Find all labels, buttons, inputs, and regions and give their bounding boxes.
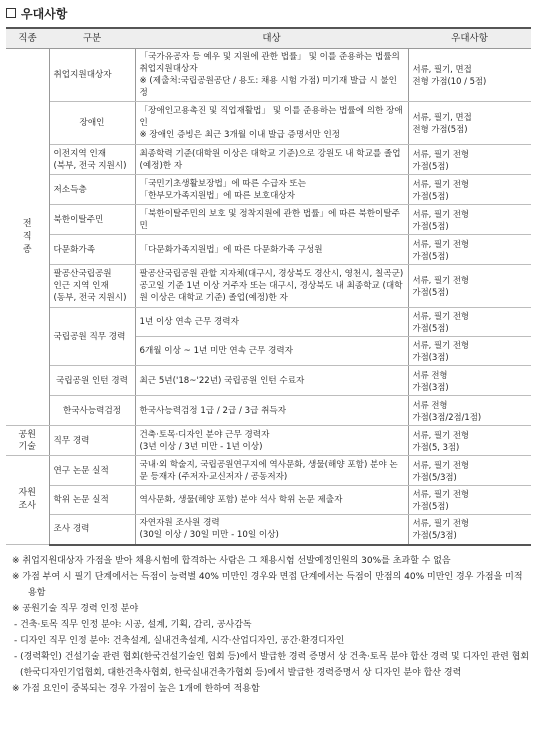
woodae-cell: 서류 전형 가점(3점)	[408, 366, 531, 396]
header-daesang: 대상	[135, 28, 408, 49]
daesang-cell: 1년 이상 연속 근무 경력자	[135, 308, 408, 337]
woodae-cell: 서류, 필기 전형 가점(3점)	[408, 337, 531, 366]
table-row	[6, 102, 531, 145]
table-row	[6, 366, 531, 396]
woodae-cell: 서류, 필기 전형 가점(5, 3점)	[408, 426, 531, 456]
gubun-cell: 학위 논문 실적	[49, 486, 135, 515]
group-gongwon: 공원 기술	[6, 426, 49, 456]
section-title	[6, 4, 67, 22]
woodae-cell: 서류, 필기 전형 가점(5점)	[408, 235, 531, 265]
gubun-cell: 연구 논문 실적	[49, 456, 135, 486]
note-item: ※ 가점 요인이 중복되는 경우 가점이 높은 1개에 한하여 적용함	[12, 684, 260, 694]
notes	[6, 553, 531, 697]
header-jongjong: 직종	[6, 28, 49, 49]
group-jawon: 자원 조사	[6, 456, 49, 545]
note-item: ※ 공원기술 직무 경력 인정 분야	[12, 604, 139, 614]
gubun-cell: 팔공산국립공원 인근 지역 인재 (동부, 전국 지원시)	[49, 265, 135, 308]
daesang-cell: 「북한이탈주민의 보호 및 정착지원에 관한 법률」에 따른 북한이탈주민	[135, 205, 408, 235]
gubun-cell: 한국사능력검정	[49, 396, 135, 426]
note-subitem: - 디자인 직무 인정 분야: 건축설계, 실내건축설계, 시각·산업디자인, 공간·환경디자인	[14, 636, 345, 646]
daesang-cell: 국내·외 학술지, 국립공원연구지에 역사문화, 생물(해양 포함) 분야 논문 등재자 (주저자·교신저자 / 공동저자)	[135, 456, 408, 486]
table-row	[6, 396, 531, 426]
table-row	[6, 49, 531, 102]
woodae-cell: 서류, 필기 전형 가점(5/3점)	[408, 515, 531, 545]
header-woodae: 우대사항	[408, 28, 531, 49]
gubun-cell: 조사 경력	[49, 515, 135, 545]
preference-table	[6, 27, 531, 546]
table-header-row	[6, 28, 531, 49]
daesang-cell: 「국민기초생활보장법」에 따른 수급자 또는 「한부모가족지원법」에 따른 보호대상자	[135, 175, 408, 205]
table-row	[6, 426, 531, 456]
table-row	[6, 515, 531, 545]
daesang-cell: 건축·토목·디자인 분야 근무 경력자 (3년 이상 / 3년 미만 - 1년 이상)	[135, 426, 408, 456]
note-item: ※ 취업지원대상자 가점을 받아 채용시험에 합격하는 사람은 그 채용시험 선발예정인원의 30%를 초과할 수 없음	[12, 556, 451, 566]
gubun-cell: 저소득층	[49, 175, 135, 205]
gubun-cell: 이전지역 인재 (북부, 전국 지원시)	[49, 145, 135, 175]
daesang-cell: 6개월 이상 ~ 1년 미만 연속 근무 경력자	[135, 337, 408, 366]
checkbox-icon	[6, 8, 16, 18]
gubun-cell: 국립공원 직무 경력	[49, 308, 135, 366]
daesang-cell: 최근 5년('18~'22년) 국립공원 인턴 수료자	[135, 366, 408, 396]
gubun-cell: 장애인	[49, 102, 135, 145]
woodae-cell: 서류, 필기 전형 가점(5점)	[408, 175, 531, 205]
gubun-cell: 북한이탈주민	[49, 205, 135, 235]
daesang-cell: 「국가유공자 등 예우 및 지원에 관한 법률」 및 이를 준용하는 법률의 취업지원대상자 ※ (제출처:국립공원공단 / 용도: 채용 시험 가점) 미기재 발급 시 불인정	[135, 49, 408, 102]
daesang-cell: 「다문화가족지원법」에 따른 다문화가족 구성원	[135, 235, 408, 265]
table-row	[6, 175, 531, 205]
note-subitem: - (경력확인) 건설기술 관련 협회(한국건설기술인 협회 등)에서 발급한 경력 증명서 상 건축·토목 분야 합산 경력 및 디자인 관련 협회(한국디자인기업협회, 대한건축사협회, 한국실내건축가협회 등)에서 발급한 경력증명서 상 디자인 분야 합산 경력	[14, 652, 530, 678]
woodae-cell: 서류, 필기 전형 가점(5점)	[408, 308, 531, 337]
table-row	[6, 486, 531, 515]
woodae-cell: 서류, 필기, 면접 전형 가점(5점)	[408, 102, 531, 145]
note-item: ※ 가점 부여 시 필기 단계에서는 득점이 능력별 40% 미만인 경우와 면접 단계에서는 득점이 만점의 40% 미만인 경우 가점을 미적용함	[12, 572, 523, 598]
group-jeonjikjong: 전 직 종	[6, 49, 49, 426]
table-row	[6, 308, 531, 337]
woodae-cell: 서류, 필기 전형 가점(5/3점)	[408, 456, 531, 486]
woodae-cell: 서류, 필기, 면접 전형 가점(10 / 5점)	[408, 49, 531, 102]
table-row	[6, 456, 531, 486]
woodae-cell: 서류, 필기 전형 가점(5점)	[408, 486, 531, 515]
gubun-cell: 다문화가족	[49, 235, 135, 265]
gubun-cell: 직무 경력	[49, 426, 135, 456]
daesang-cell: 팔공산국립공원 관할 지자체(대구시, 경상북도 경산시, 영천시, 칠곡군) 공고일 기준 1년 이상 거주자 또는 대구시, 경상북도 내 최종학교 (대학원 이상은 대학교 기준) 졸업(예정)한 자	[135, 265, 408, 308]
table-row	[6, 235, 531, 265]
gubun-cell: 국립공원 인턴 경력	[49, 366, 135, 396]
section-title-text: 우대사항	[21, 6, 68, 21]
daesang-cell: 자연자원 조사원 경력 (30일 이상 / 30일 미만 - 10일 이상)	[135, 515, 408, 545]
daesang-cell: 「장애인고용촉진 및 직업재활법」 및 이를 준용하는 법률에 의한 장애인 ※ 장애인 증빙은 최근 3개월 이내 발급 증명서만 인정	[135, 102, 408, 145]
table-row	[6, 145, 531, 175]
woodae-cell: 서류, 필기 전형 가점(5점)	[408, 145, 531, 175]
table-row	[6, 205, 531, 235]
woodae-cell: 서류 전형 가점(3점/2점/1점)	[408, 396, 531, 426]
daesang-cell: 최종학력 기준(대학원 이상은 대학교 기준)으로 강원도 내 학교를 졸업(예정)한 자	[135, 145, 408, 175]
header-gubun: 구분	[49, 28, 135, 49]
gubun-cell: 취업지원대상자	[49, 49, 135, 102]
table-row	[6, 265, 531, 308]
woodae-cell: 서류, 필기 전형 가점(5점)	[408, 205, 531, 235]
daesang-cell: 한국사능력검정 1급 / 2급 / 3급 취득자	[135, 396, 408, 426]
woodae-cell: 서류, 필기 전형 가점(5점)	[408, 265, 531, 308]
note-subitem: - 건축·토목 직무 인정 분야: 시공, 설계, 기획, 감리, 공사감독	[14, 620, 252, 630]
daesang-cell: 역사문화, 생물(해양 포함) 분야 석사 학위 논문 제출자	[135, 486, 408, 515]
